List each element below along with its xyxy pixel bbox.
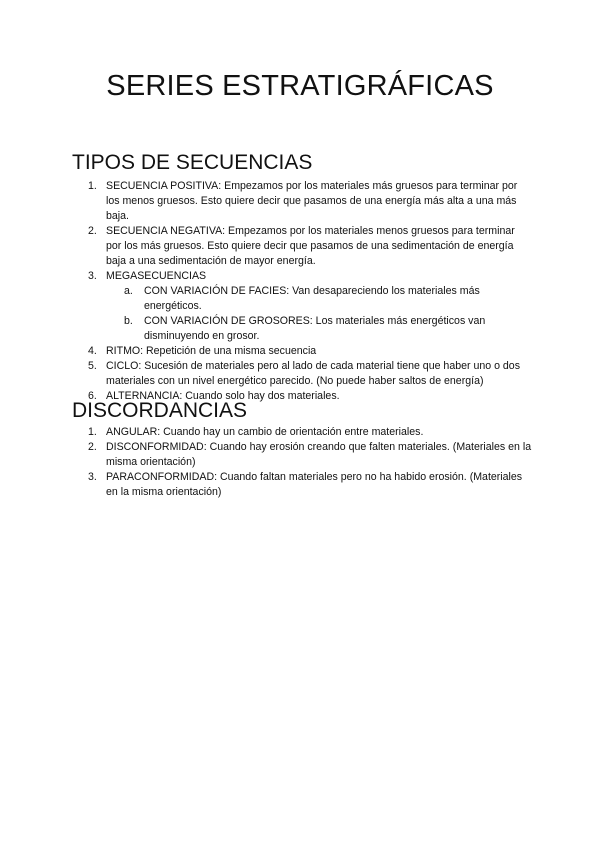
list-item-number: 1. (88, 180, 97, 192)
sublist-item (106, 284, 532, 314)
list-item-text: RITMO: Repetición de una misma secuencia (106, 345, 317, 357)
list-item (72, 425, 532, 440)
list-item-number: 2. (88, 441, 97, 453)
list-item-number: 3. (88, 270, 97, 282)
list-item (72, 359, 532, 389)
list-item-number: 3. (88, 471, 97, 483)
list-item-text: MEGASECUENCIAS (106, 270, 207, 282)
list-item-text: ANGULAR: Cuando hay un cambio de orientación entre materiales. (106, 426, 424, 438)
section-heading-discordancias: DISCORDANCIAS (72, 399, 248, 422)
document-title: SERIES ESTRATIGRÁFICAS (106, 70, 494, 102)
list-item-number: 6. (88, 390, 97, 402)
list-item-number: 4. (88, 345, 97, 357)
list-item-text: ALTERNANCIA: Cuando solo hay dos materiales. (106, 390, 340, 402)
list-item (72, 179, 532, 224)
list-item-number: 2. (88, 225, 97, 237)
list-item (72, 224, 532, 269)
sublist-item-letter: b. (124, 315, 133, 327)
list-item-text: DISCONFORMIDAD: Cuando hay erosión creando que falten materiales. (Materiales en la misma orientación) (106, 441, 532, 468)
list-item (72, 269, 532, 344)
unconformities-list (72, 425, 532, 500)
list-item (72, 470, 532, 500)
list-item (72, 440, 532, 470)
list-item-text: PARACONFORMIDAD: Cuando faltan materiales pero no ha habido erosión. (Materiales en la misma orientación) (106, 471, 523, 498)
sublist-item-text: CON VARIACIÓN DE GROSORES: Los materiales más energéticos van disminuyendo en grosor. (144, 315, 486, 342)
sublist-item (106, 314, 532, 344)
list-item-text: SECUENCIA POSITIVA: Empezamos por los materiales más gruesos para terminar por los menos gruesos. Esto quiere decir que pasamos de una energía más alta a una más baja. (106, 180, 518, 222)
section-heading-tipos-de-secuencias: TIPOS DE SECUENCIAS (72, 151, 313, 174)
sublist-item-text: CON VARIACIÓN DE FACIES: Van desapareciendo los materiales más energéticos. (144, 285, 480, 312)
list-item-number: 1. (88, 426, 97, 438)
list-item-text: CICLO: Sucesión de materiales pero al lado de cada material tiene que haber uno o dos materiales con un nivel energético parecido. (No puede haber saltos de energía) (106, 360, 520, 387)
megasequences-sublist (106, 284, 532, 344)
sequence-types-list (72, 179, 532, 404)
list-item (72, 344, 532, 359)
sublist-item-letter: a. (124, 285, 133, 297)
list-item-number: 5. (88, 360, 97, 372)
list-item-text: SECUENCIA NEGATIVA: Empezamos por los materiales menos gruesos para terminar por los más gruesos. Esto quiere decir que pasamos de una sedimentación de energía baja a una sedimentación de mayor energía. (106, 225, 515, 267)
